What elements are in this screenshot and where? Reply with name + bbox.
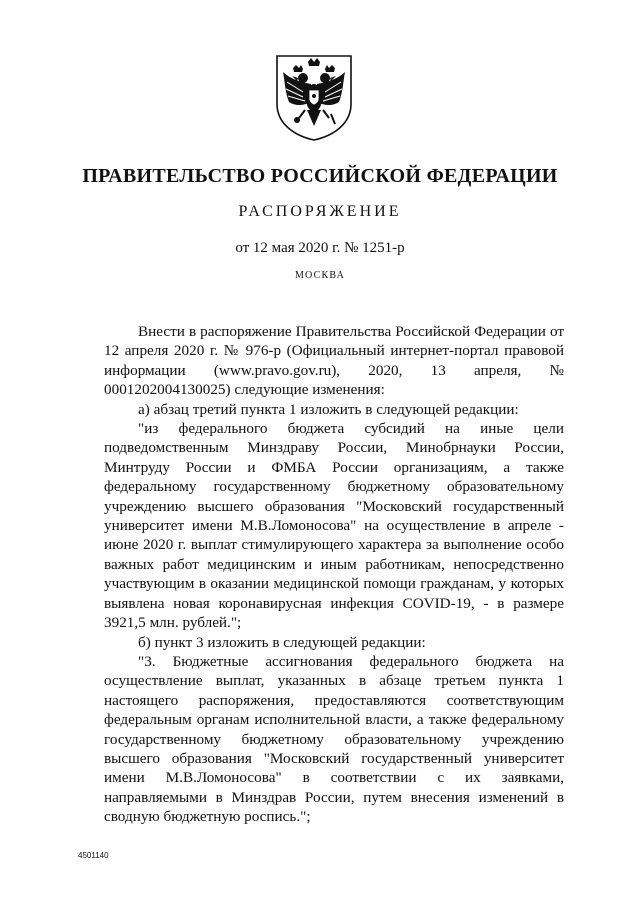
paragraph-item-b: б) пункт 3 изложить в следующей редакции: xyxy=(138,633,426,651)
document-type: РАСПОРЯЖЕНИЕ xyxy=(238,203,402,220)
document-date-number: от 12 мая 2020 г. № 1251-р xyxy=(235,240,405,256)
paragraph-item-a-text: "из федерального бюджета субсидий на иные цели подведомственным Минздраву России, Минобрнауки России, Минтруду России и ФМБА России организациям, а также федеральному государственному бюджетному образовательному учреждению высшего образования "Московский государственный университет имени М.В.Ломоносова" на осуществление в апреле - июне 2020 г. выплат стимулирующего характера за выполнение особо важных работ медицинским и иным работникам, непосредственно участвующим в оказании медицинской помощи гражданам, у которых выявлена новая коронавирусная инфекция COVID-19, - в размере 3921,5 млн. рублей."; xyxy=(104,420,564,632)
document-body xyxy=(104,322,564,827)
paragraph-intro: Внести в распоряжение Правительства Российской Федерации от 12 апреля 2020 г. № 976-р (Официальный интернет-портал правовой информации (www.pravo.gov.ru), 2020, 13 апреля, № 0001202004130025) следующие изменения: xyxy=(104,323,564,399)
document-city: МОСКВА xyxy=(294,270,346,281)
russian-coat-of-arms-icon xyxy=(273,52,355,142)
paragraph-item-a: а) абзац третий пункта 1 изложить в следующей редакции: xyxy=(138,400,519,418)
paragraph-item-b-text: "3. Бюджетные ассигнования федерального бюджета на осуществление выплат, указанных в абзаце третьем пункта 1 настоящего распоряжения, предоставляются соответствующим федеральным органам исполнительной власти, а также федеральному государственному бюджетному образовательному учреждению высшего образования "Московский государственный университет имени М.В.Ломоносова" в соответствии с их заявками, направляемыми в Минздрав России, путем внесения изменений в сводную бюджетную роспись."; xyxy=(104,652,564,826)
government-title: ПРАВИТЕЛЬСТВО РОССИЙСКОЙ ФЕДЕРАЦИИ xyxy=(82,165,558,187)
document-code: 4501140 xyxy=(78,851,109,860)
